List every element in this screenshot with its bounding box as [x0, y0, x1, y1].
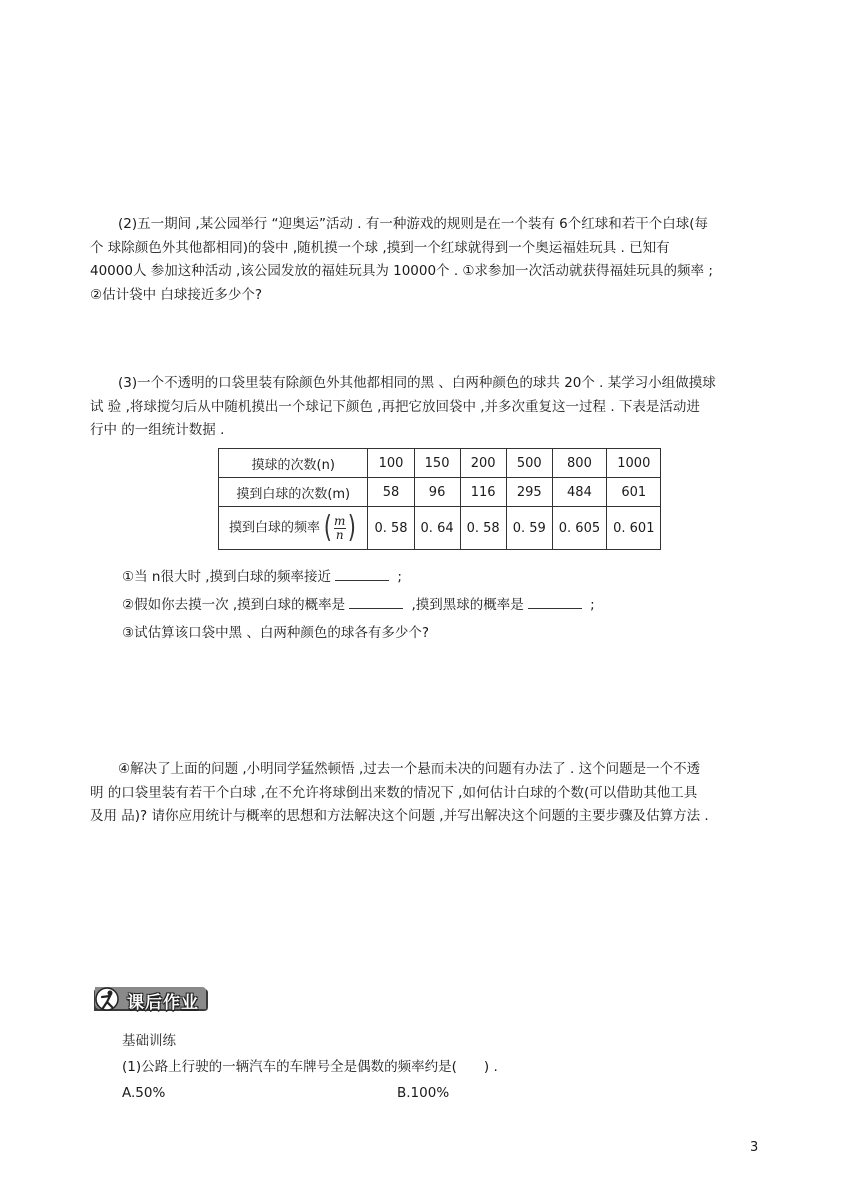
- homework-badge: [92, 985, 210, 1015]
- table-row-n: [219, 449, 661, 478]
- row-label-n: 摸球的次数(n): [219, 449, 368, 478]
- fraction-m-over-n: ( m n ): [323, 510, 356, 545]
- question-2-line: ②估计袋中 白球接近多少个?: [90, 286, 263, 303]
- table-cell: 0. 58: [368, 507, 414, 550]
- table-row-frequency: [219, 507, 661, 550]
- section-heading: 基础训练: [122, 1033, 176, 1049]
- question-3-line: (3)一个不透明的口袋里装有除颜色外其他都相同的黑 、白两种颜色的球共 20个 . 某学习小组做摸球: [118, 375, 716, 391]
- question-2-line: 40000人 参加这种活动 ,该公园发放的福娃玩具为 10000个 . ①求参加一次活动就获得福娃玩具的频率 ;: [90, 263, 713, 279]
- table-cell: 601: [607, 478, 661, 507]
- question-4: [90, 758, 770, 829]
- option-b[interactable]: B.100%: [397, 1085, 450, 1101]
- option-a[interactable]: A.50%: [122, 1085, 166, 1101]
- table-cell: 0. 64: [414, 507, 460, 550]
- row-label-m: 摸到白球的次数(m): [219, 478, 368, 507]
- table-cell: 1000: [607, 449, 661, 478]
- table-cell: 0. 605: [552, 507, 606, 550]
- subquestion-2-text: ②假如你去摸一次 ,摸到白球的概率是: [122, 597, 346, 613]
- subquestion-2-end: ;: [585, 597, 595, 613]
- question-2: [90, 213, 770, 307]
- fraction-numerator: m: [334, 513, 346, 528]
- table-cell: 0. 601: [607, 507, 661, 550]
- table-cell: 96: [414, 478, 460, 507]
- question-3: [90, 372, 770, 443]
- options-row: [122, 1080, 498, 1106]
- table-cell: 800: [552, 449, 606, 478]
- fraction-denominator: n: [335, 527, 344, 542]
- question-3-line: 试 验 ,将球搅匀后从中随机摸出一个球记下颜色 ,再把它放回袋中 ,并多次重复这一过程 . 下表是活动进: [90, 398, 700, 415]
- table-cell: 0. 59: [506, 507, 552, 550]
- table-cell: 150: [414, 449, 460, 478]
- subquestion-1: [122, 563, 595, 591]
- question-3-subquestions: [122, 563, 595, 647]
- table-cell: 500: [506, 449, 552, 478]
- statistics-table: [218, 448, 661, 550]
- frequency-label: 摸到白球的频率: [229, 520, 321, 536]
- table-cell: 58: [368, 478, 414, 507]
- question-2-line: 个 球除颜色外其他都相同)的袋中 ,随机摸一个球 ,摸到一个红球就得到一个奥运福娃玩具 . 已知有: [90, 239, 670, 256]
- subquestion-3: ③试估算该口袋中黑 、白两种颜色的球各有多少个?: [122, 625, 430, 641]
- question-4-line: 明 的口袋里装有若干个白球 ,在不允许将球倒出来数的情况下 ,如何估计白球的个数(可以借助其他工具: [90, 784, 698, 801]
- badge-title: 课后作业: [127, 993, 199, 1013]
- question-4-line: ④解决了上面的问题 ,小明同学猛然顿悟 ,过去一个悬而未决的问题有办法了 . 这个问题是一个不透: [118, 761, 701, 777]
- table-row-m: [219, 478, 661, 507]
- homework-question-1: (1)公路上行驶的一辆汽车的车牌号全是偶数的频率约是( ) .: [122, 1059, 498, 1075]
- subquestion-1-text: ①当 n很大时 ,摸到白球的频率接近: [122, 569, 332, 585]
- subquestion-2-mid: ,摸到黑球的概率是: [407, 597, 524, 613]
- question-2-line: (2)五一期间 ,某公园举行 “迎奥运”活动 . 有一种游戏的规则是在一个装有 6个红球和若干个白球(每: [118, 216, 709, 232]
- subquestion-1-end: ;: [393, 569, 402, 585]
- table-cell: 200: [460, 449, 506, 478]
- answer-blank[interactable]: [528, 594, 582, 609]
- basic-training: [122, 1028, 498, 1106]
- page-number: 3: [750, 1140, 759, 1155]
- question-3-line: 行中 的一组统计数据 .: [90, 422, 225, 438]
- row-label-frequency: [219, 507, 368, 550]
- table-cell: 484: [552, 478, 606, 507]
- table-cell: 100: [368, 449, 414, 478]
- answer-blank[interactable]: [349, 594, 403, 609]
- table-cell: 295: [506, 478, 552, 507]
- subquestion-2: [122, 591, 595, 619]
- table-cell: 0. 58: [460, 507, 506, 550]
- question-4-line: 及用 品)? 请你应用统计与概率的思想和方法解决这个问题 ,并写出解决这个问题的主要步骤及估算方法 .: [90, 808, 709, 824]
- answer-blank[interactable]: [335, 566, 389, 581]
- table-cell: 116: [460, 478, 506, 507]
